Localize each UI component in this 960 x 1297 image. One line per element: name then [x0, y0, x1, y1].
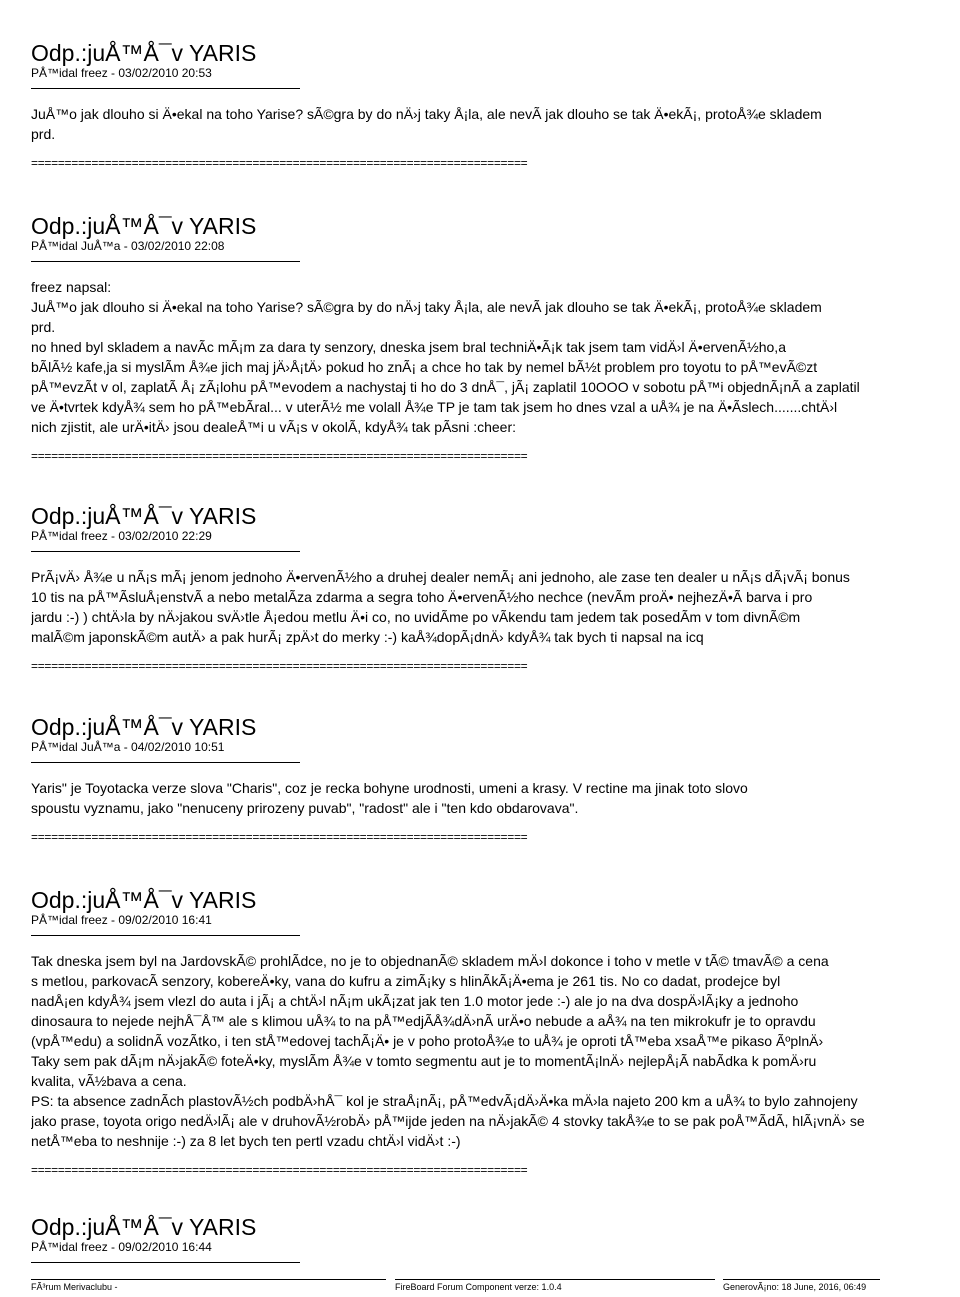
- meta-divider: [31, 1262, 300, 1263]
- post-text-line: JuÅ™o jak dlouho si Ä•ekal na toho Yarise? sÃ©gra by do nÄ›j taky Å¡la, ale nevÃ jak dlouho se tak Ä•ekÃ¡, protoÅ¾e skladem: [31, 106, 822, 122]
- post-meta: PÅ™idal freez - 09/02/2010 16:41: [31, 913, 212, 927]
- forum-post: [31, 1214, 960, 1263]
- post-text-line: jako prase, toyota origo nedÄ›lÃ¡ ale v druhovÃ½robÄ› pÅ™ijde jeden na nÄ›jakÃ© 4 stovky takÅ¾e to se pak poÅ™ÃdÃ, hlÃ¡vnÄ› se: [31, 1113, 865, 1129]
- post-text-line: 10 tis na pÅ™ÃsluÅ¡enstvÃ a nebo metalÃza zdarma a segra toho Ä•ervenÃ½ho nechce (nevÃm proÄ• nejhezÄ•Ã barva i pro: [31, 589, 813, 605]
- meta-divider: [31, 88, 300, 89]
- forum-post: [31, 887, 960, 1177]
- page-footer: [31, 1276, 880, 1296]
- post-separator: ==========================================================================: [31, 156, 528, 170]
- post-title: Odp.:juÅ™Å¯v YARIS: [31, 40, 257, 66]
- post-body: [31, 277, 960, 437]
- post-text-line: malÃ©m japonskÃ©m autÄ› a pak hurÃ¡ zpÄ›t do merky :-) kaÅ¾dopÃ¡dnÄ› kdyÅ¾ tak bych ti napsal na icq: [31, 629, 704, 645]
- post-text-line: bÃlÃ½ kafe,ja si myslÃm Å¾e jich maj jÄ›Å¡tÄ› pokud ho znÃ¡ a chce ho tak by nemel bÃ½t problem pro toyotu to pÅ™evÃ©zt: [31, 359, 818, 375]
- post-text-line: JuÅ™o jak dlouho si Ä•ekal na toho Yarise? sÃ©gra by do nÄ›j taky Å¡la, ale nevÃ jak dlouho se tak Ä•ekÃ¡, protoÅ¾e skladem: [31, 299, 822, 315]
- post-text-line: nich zjistit, ale urÄ•itÄ› jsou dealeÅ™i u vÃ¡s v okolÃ, kdyÅ¾ tak pÃsni :cheer:: [31, 419, 516, 435]
- meta-divider: [31, 551, 300, 552]
- post-body: [31, 567, 960, 647]
- forum-post: [31, 40, 960, 170]
- post-text-line: PrÃ¡vÄ› Å¾e u nÃ¡s mÃ¡ jenom jednoho Ä•ervenÃ½ho a druhej dealer nemÃ¡ ani jednoho, ale zase ten dealer u nÃ¡s dÃ¡vÃ¡ bonus: [31, 569, 850, 585]
- post-title: Odp.:juÅ™Å¯v YARIS: [31, 887, 257, 913]
- post-text-line: prd.: [31, 126, 56, 142]
- forum-post: [31, 503, 960, 673]
- forum-post: [31, 213, 960, 463]
- meta-divider: [31, 261, 300, 262]
- meta-divider: [31, 762, 300, 763]
- post-text-line: spoustu vyznamu, jako "nenuceny prirozeny puvab", "radost" ale i "ten kdo obdarovava".: [31, 800, 579, 816]
- post-separator: ==========================================================================: [31, 659, 528, 673]
- post-title: Odp.:juÅ™Å¯v YARIS: [31, 714, 257, 740]
- post-text-line: ve Ä•tvrtek kdyÅ¾ sem ho pÅ™ebÃral... v uterÃ½ me volall Å¾e TP je tam tak jsem ho dnes vzal a uÅ¾ je na Ä•Ãslech.......chtÄ›l: [31, 399, 838, 415]
- post-text-line: Yaris" je Toyotacka verze slova "Charis", coz je recka bohyne urodnosti, umeni a krasy. V rectine ma jinak toto slovo: [31, 780, 748, 796]
- post-title: Odp.:juÅ™Å¯v YARIS: [31, 1214, 257, 1240]
- post-text-line: nadÅ¡en kdyÅ¾ jsem vlezl do auta i jÃ¡ a chtÄ›l nÃ¡m ukÃ¡zat jak ten 1.0 motor jede :-) ale jo na dva dospÄ›lÃ¡ky a jednoho: [31, 993, 799, 1009]
- post-separator: ==========================================================================: [31, 449, 528, 463]
- post-text-line: (vpÅ™edu) a solidnÃ vozÃtko, i ten stÅ™edovej tachÃ¡Ä• je v poho protoÅ¾e to uÅ¾ je oproti tÅ™eba xsaÅ™e pikaso ÃºplnÄ›: [31, 1033, 824, 1049]
- footer-component: FireBoard Forum Component verze: 1.0.4: [395, 1279, 715, 1293]
- post-text-line: Taky sem pak dÃ¡m nÄ›jakÃ© foteÄ•ky, myslÃm Å¾e v tomto segmentu aut je to momentÃ¡lnÄ› nejlepÅ¡Ã nabÃdka k pomÄ›ru: [31, 1053, 817, 1069]
- post-meta: PÅ™idal JuÅ™a - 03/02/2010 22:08: [31, 239, 225, 253]
- post-text-line: jardu :-) ) chtÄ›la by nÄ›jakou svÄ›tle Å¡edou metlu Ä•i co, no uvidÃme po vÃkendu tam jedem tak posedÃm v tom divnÃ©m: [31, 609, 801, 625]
- post-separator: ==========================================================================: [31, 830, 528, 844]
- post-text-line: pÅ™evzÃt v ol, zaplatÃ Å¡ zÃ¡lohu pÅ™evodem a nachystaj ti ho do 3 dnÅ¯, jÃ¡ zaplatil 10OOO v sobotu pÅ™i objednÃ¡nÃ a zaplatil: [31, 379, 860, 395]
- post-text-line: prd.: [31, 319, 56, 335]
- post-title: Odp.:juÅ™Å¯v YARIS: [31, 503, 257, 529]
- post-title: Odp.:juÅ™Å¯v YARIS: [31, 213, 257, 239]
- post-text-line: s metlou, parkovacÃ senzory, kobereÄ•ky, vana do kufru a zimÃ¡ky s hlinÃkÃ¡Ä•ema je 261 tis. No co dadat, prodejce byl: [31, 973, 781, 989]
- post-meta: PÅ™idal freez - 03/02/2010 22:29: [31, 529, 212, 543]
- footer-forum-name: FÃ³rum Merivaclubu -: [31, 1279, 386, 1293]
- footer-generated: GenerovÃ¡no: 18 June, 2016, 06:49: [723, 1279, 880, 1293]
- meta-divider: [31, 935, 300, 936]
- post-text-line: dinosaura to nejede nejhÅ¯Å™ ale s klimou uÅ¾ to na pÅ™edjÃÅ¾dÄ›nÃ urÄ•o nebude a aÅ¾ na ten mikrokufr je to opravdu: [31, 1013, 816, 1029]
- post-meta: PÅ™idal JuÅ™a - 04/02/2010 10:51: [31, 740, 225, 754]
- post-meta: PÅ™idal freez - 03/02/2010 20:53: [31, 66, 212, 80]
- post-text-line: kvalita, vÃ½bava a cena.: [31, 1073, 187, 1089]
- post-text-line: PS: ta absence zadnÃch plastovÃ½ch podbÄ›hÅ¯ kol je straÅ¡nÃ¡, pÅ™edvÃ¡dÄ›Ä•ka mÄ›la najeto 200 km a uÅ¾ to bylo zahnojeny: [31, 1093, 858, 1109]
- post-text-line: freez napsal:: [31, 279, 112, 295]
- post-body: [31, 778, 960, 818]
- post-separator: ==========================================================================: [31, 1163, 528, 1177]
- post-text-line: netÅ™eba to neshnije :-) za 8 let bych ten pertl vzadu chtÄ›l vidÄ›t :-): [31, 1133, 461, 1149]
- post-meta: PÅ™idal freez - 09/02/2010 16:44: [31, 1240, 212, 1254]
- post-text-line: no hned byl skladem a navÃc mÃ¡m za dara ty senzory, dneska jsem bral techniÄ•Ã¡k tak jsem tam vidÄ›l Ä•ervenÃ½ho,a: [31, 339, 786, 355]
- post-body: [31, 104, 960, 144]
- post-text-line: Tak dneska jsem byl na JardovskÃ© prohlÃdce, no je to objednanÃ© skladem mÄ›l dokonce i toho v metle v tÃ© tmavÃ© a cena: [31, 953, 829, 969]
- forum-post: [31, 714, 960, 844]
- post-body: [31, 951, 960, 1151]
